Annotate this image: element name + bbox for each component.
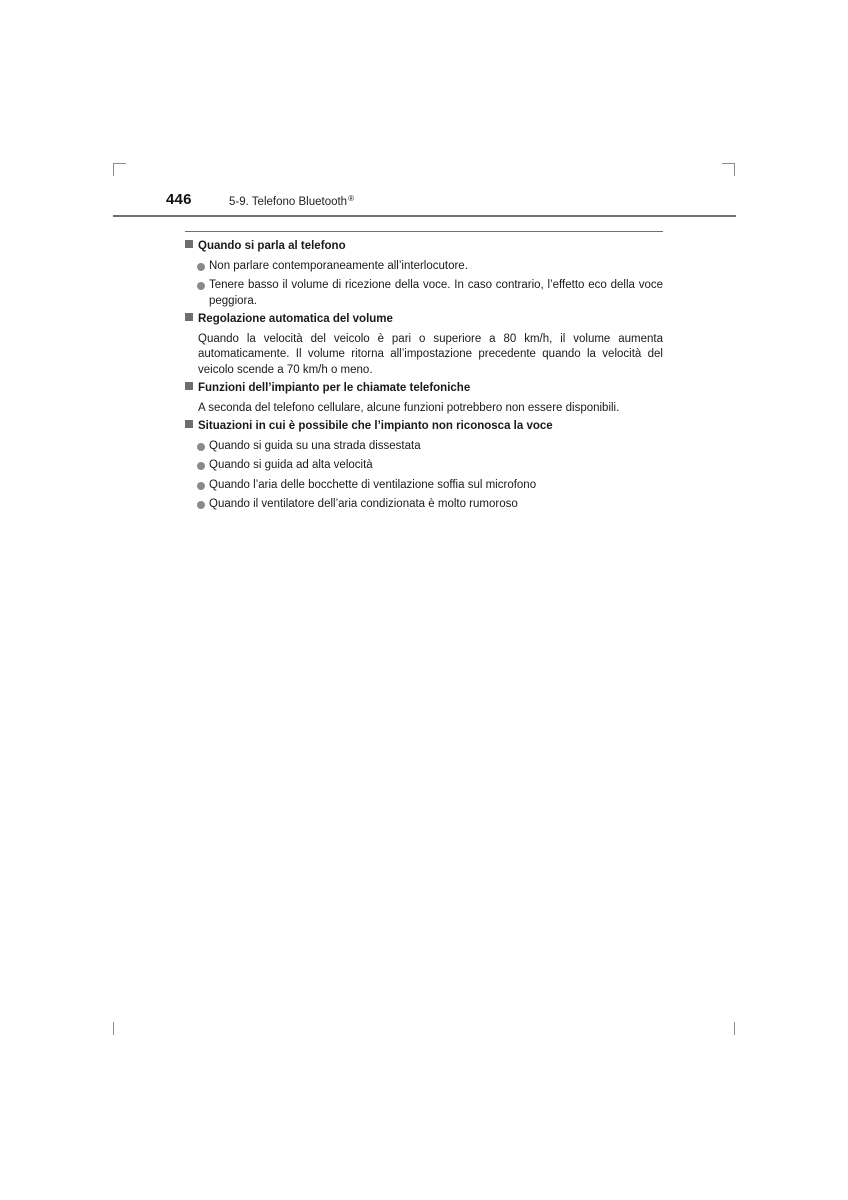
crop-mark-top-left [113,163,114,176]
list-item [185,259,663,275]
section-paragraph: Quando la velocità del veicolo è pari o superiore a 80 km/h, il volume aumenta automaticamente. Il volume ritorna all’impostazione precedente quando la velocità del veicolo scende a 70 km/h o meno. [198,332,663,376]
section-call-functions [185,381,663,416]
content-rule [185,231,663,232]
circle-bullet-icon [197,482,205,490]
section-heading [185,239,663,255]
square-bullet-icon [185,240,193,248]
section-heading-text: Regolazione automatica del volume [198,313,393,325]
circle-bullet-icon [197,462,205,470]
list-item-text: Quando il ventilatore dell’aria condizionata è molto rumoroso [209,498,518,510]
section-heading [185,419,663,435]
square-bullet-icon [185,382,193,390]
section-heading-text: Quando si parla al telefono [198,240,346,252]
list-item [185,278,663,309]
circle-bullet-icon [197,282,205,290]
section-heading-text: Funzioni dell’impianto per le chiamate telefoniche [198,382,471,394]
list-item [185,458,663,474]
crop-mark-top-right [734,163,735,176]
list-item-text: Non parlare contemporaneamente all’interlocutore. [209,259,468,272]
square-bullet-icon [185,420,193,428]
section-title-text: 5-9. Telefono Bluetooth [229,196,348,208]
list-item [185,497,663,513]
list-item-text: Quando l’aria delle bocchette di ventilazione soffia sul microfono [209,478,537,491]
section-title [229,194,354,208]
circle-bullet-icon [197,443,205,451]
section-auto-volume [185,312,663,378]
crop-mark-bottom-right [734,1022,735,1035]
square-bullet-icon [185,313,193,321]
section-voice-recognition [185,419,663,513]
crop-mark-top-left [113,163,126,164]
section-talking-on-phone [185,239,663,309]
crop-mark-bottom-left [113,1022,114,1035]
registered-mark: ® [348,194,354,203]
page-number: 446 [166,191,192,208]
section-heading [185,312,663,328]
list-item [185,439,663,455]
header-rule [113,215,736,217]
circle-bullet-icon [197,263,205,271]
page-content [185,236,663,516]
section-heading-text: Situazioni in cui è possibile che l’impianto non riconosca la voce [198,420,553,432]
section-paragraph: A seconda del telefono cellulare, alcune funzioni potrebbero non essere disponibili. [198,401,620,414]
list-item-text: Tenere basso il volume di ricezione della voce. In caso contrario, l’effetto eco della voce peggiora. [209,279,663,307]
section-heading [185,381,663,397]
list-item [185,478,663,494]
list-item-text: Quando si guida ad alta velocità [209,459,373,471]
list-item-text: Quando si guida su una strada dissestata [209,439,421,452]
circle-bullet-icon [197,501,205,509]
